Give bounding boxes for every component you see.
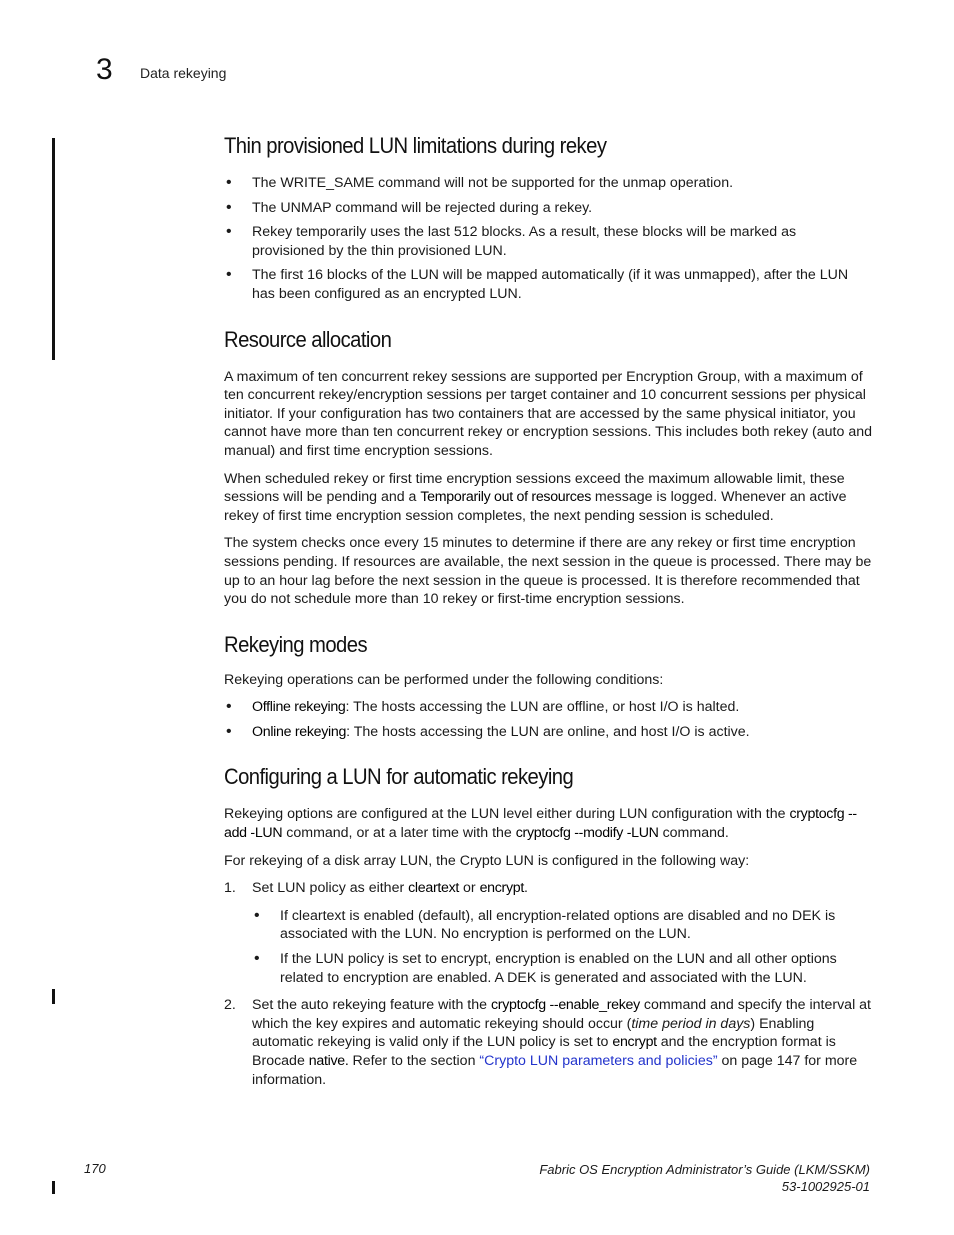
change-bar-middle	[52, 989, 55, 1004]
command-text: cleartext	[408, 880, 460, 897]
paragraph: Rekeying operations can be performed under the following conditions:	[224, 671, 664, 688]
section-title-configuring-lun: Configuring a LUN for automatic rekeying	[224, 764, 574, 790]
chapter-number: 3	[96, 53, 113, 86]
command-text: native.	[308, 1053, 349, 1069]
list-item: • The WRITE_SAME command will not be supported for the unmap operation.	[224, 174, 872, 193]
command-text: cryptocfg --modify -LUN	[515, 825, 659, 842]
guide-title: Fabric OS Encryption Administrator’s Guide (LKM/SSKM)	[539, 1162, 870, 1177]
step-number: 2.	[224, 997, 236, 1014]
change-bar-top	[52, 138, 55, 360]
steps-list	[224, 879, 872, 1089]
command-text: encrypt	[479, 880, 524, 897]
command-text: encrypt	[612, 1034, 657, 1051]
command-text: cryptocfg --enable_rekey	[490, 997, 640, 1014]
command-text: cryptocfg --add -LUN	[224, 806, 857, 842]
paragraph: For rekeying of a disk array LUN, the Crypto LUN is configured in the following way:	[224, 852, 750, 869]
list-item: • Online rekeying: The hosts accessing the LUN are online, and host I/O is active.	[224, 723, 872, 742]
list-item: • The UNMAP command will be rejected during a rekey.	[224, 199, 872, 218]
section-title-resource-allocation: Resource allocation	[224, 326, 392, 352]
sub-list	[252, 907, 872, 987]
chapter-title: Data rekeying	[140, 65, 227, 81]
doc-number: 53-1002925-01	[781, 1179, 870, 1194]
thin-provisioned-list	[224, 174, 872, 304]
italic-text: time period in days	[631, 1015, 751, 1032]
crypto-lun-parameters-link[interactable]: “Crypto LUN parameters and policies”	[479, 1053, 718, 1069]
list-item: • If the LUN policy is set to encrypt, encryption is enabled on the LUN and all other options related to encryption are enabled. A DEK is generated and associated with the LUN.	[252, 950, 872, 987]
page-content	[224, 132, 872, 1089]
step-number: 1.	[224, 880, 236, 897]
section-title-thin-provisioned: Thin provisioned LUN limitations during rekey	[224, 133, 607, 158]
list-item: • If cleartext is enabled (default), all encryption-related options are disabled and no DEK is associated with the LUN. No encryption is performed on the LUN.	[252, 907, 872, 944]
list-item: • Rekey temporarily uses the last 512 blocks. As a result, these blocks will be marked as provisioned by the thin provisioned LUN.	[224, 223, 872, 260]
change-bar-footer	[52, 1181, 55, 1194]
page-number: 170	[84, 1161, 106, 1176]
paragraph: Rekeying options are configured at the LUN level either during LUN configuration with the cryptocfg --add -LUN command, or at a later time with the cryptocfg --modify -LUN command.	[224, 806, 857, 842]
step-item: 2. Set the auto rekeying feature with the cryptocfg --enable_rekey command and specify the interval at which the key expires and automatic rekeying should occur (time period in days) Enabling automatic rekeying is valid only if the LUN policy is set to encrypt and the encryption format is Brocade native. Refer to the section “Crypto LUN parameters and policies” on page 147 for more information.	[224, 997, 871, 1088]
step-item: 1. Set LUN policy as either cleartext or encrypt. • If cleartext is enabled (default), all encryption-related options are disabled and no DEK is associated with the LUN. No encryption is performed on the LUN. • If the LUN policy is set to encrypt, encryption is enabled on the LUN and all other options related to encryption are enabled. A DEK is generated and associated with the LUN.	[224, 879, 872, 987]
list-item: • Offline rekeying: The hosts accessing the LUN are offline, or host I/O is halted.	[224, 698, 872, 717]
paragraph: The system checks once every 15 minutes to determine if there are any rekey or first time encryption sessions pending. If resources are available, the next session in the queue is processed. There may be up to an hour lag before the next session in the queue is processed. It is therefore recommended that you do not schedule more than 10 rekey or first-time encryption sessions.	[224, 535, 872, 608]
section-title-rekeying-modes: Rekeying modes	[224, 631, 368, 657]
footer-doc-info	[539, 1161, 870, 1195]
paragraph: When scheduled rekey or first time encryption sessions exceed the maximum allowable limit, these sessions will be pending and a Temporarily out of resources message is logged. Whenever an active rekey of first time encryption session completes, the next pending session is scheduled.	[224, 470, 847, 524]
term-offline-rekeying: Offline rekeying	[252, 699, 346, 716]
list-item: • The first 16 blocks of the LUN will be mapped automatically (if it was unmapped), after the LUN has been configured as an encrypted LUN.	[224, 266, 872, 303]
message-text: Temporarily out of resources	[420, 489, 591, 506]
paragraph: A maximum of ten concurrent rekey sessions are supported per Encryption Group, with a maximum of ten concurrent rekey/encryption sessions per target container and 10 concurrent sessions per physical initiator. If your configuration has two containers that are accessed by the same physical initiator, you cannot have more than ten concurrent rekey or encryption sessions. This includes both rekey (auto and manual) and first time encryption sessions.	[224, 368, 872, 459]
rekeying-modes-list	[224, 698, 872, 741]
term-online-rekeying: Online rekeying	[252, 723, 347, 740]
